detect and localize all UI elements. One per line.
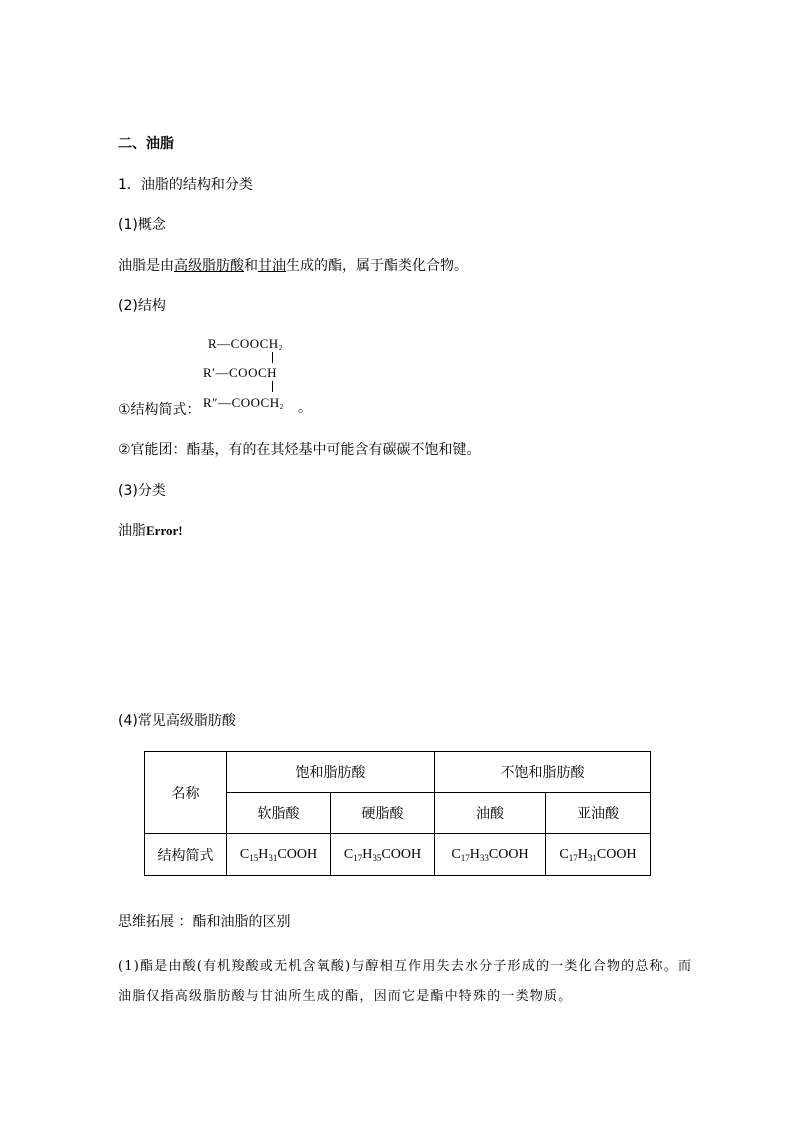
- field-error-text: Error!: [146, 523, 183, 538]
- table-row-label-formula: 结构简式: [145, 834, 227, 876]
- concept-text: [118, 257, 468, 275]
- concept-text-before: 油脂是由: [118, 258, 174, 274]
- classification-label: 油脂: [118, 523, 146, 539]
- concept-text-after: 生成的酯，属于酯类化合物。: [286, 258, 468, 274]
- formula-line-1-subscript: 2: [278, 344, 283, 352]
- table-header-saturated: 饱和脂肪酸: [227, 752, 435, 793]
- formula-line-3-text: R″—COOCH: [203, 395, 280, 410]
- formula-line-3: [203, 395, 284, 411]
- formula-oleic: $C_{17}H_{33}COOH$: [435, 834, 546, 876]
- thinking-line-1: (1)酯是由酸(有机羧酸或无机含氧酸)与醇相互作用失去水分子形成的一类化合物的总称。而: [118, 959, 693, 974]
- acid-name-linoleic: 亚油酸: [546, 793, 651, 834]
- formula-line-1: [208, 336, 283, 352]
- formula-bond-1: [272, 352, 273, 363]
- thinking-title: 思维拓展 ：酯和油脂的区别: [118, 914, 291, 930]
- acid-name-palmitic: 软脂酸: [227, 793, 331, 834]
- term-glycerol: 甘油: [258, 258, 286, 274]
- formula-line-3-subscript: 2: [279, 403, 284, 411]
- formula-bond-2: [272, 381, 273, 392]
- subsection-heading: 1．油脂的结构和分类: [118, 177, 253, 193]
- classification-line: [118, 522, 183, 540]
- formula-linoleic: $C_{17}H_{31}COOH$: [546, 834, 651, 876]
- classification-heading: (3)分类: [118, 483, 166, 499]
- formula-palmitic: $C_{15}H_{31}COOH$: [227, 834, 331, 876]
- table-header-unsaturated: 不饱和脂肪酸: [435, 752, 651, 793]
- formula-line-2: R′—COOCH: [203, 365, 278, 380]
- section-title: 二、油脂: [118, 136, 174, 152]
- formula-stearic: $C_{17}H_{35}COOH$: [331, 834, 435, 876]
- thinking-line-2: 油脂仅指高级脂肪酸与甘油所生成的酯，因而它是酯中特殊的一类物质。: [118, 989, 573, 1004]
- fatty-acid-table: [144, 751, 651, 876]
- functional-group-text: ②官能团：酯基，有的在其烃基中可能含有碳碳不饱和键。: [118, 442, 481, 458]
- concept-heading: (1)概念: [118, 217, 166, 233]
- concept-text-and: 和: [244, 258, 258, 274]
- simple-formula-end: 。: [298, 400, 312, 416]
- acid-name-stearic: 硬脂酸: [331, 793, 435, 834]
- term-higher-fatty-acid: 高级脂肪酸: [174, 258, 244, 274]
- structure-heading: (2)结构: [118, 298, 166, 314]
- simple-formula-label: ①结构简式：: [118, 402, 201, 418]
- formula-line-1-text: R—COOCH: [208, 336, 279, 351]
- acid-name-oleic: 油酸: [435, 793, 546, 834]
- common-acids-heading: (4)常见高级脂肪酸: [118, 713, 236, 729]
- table-header-name: 名称: [145, 752, 227, 834]
